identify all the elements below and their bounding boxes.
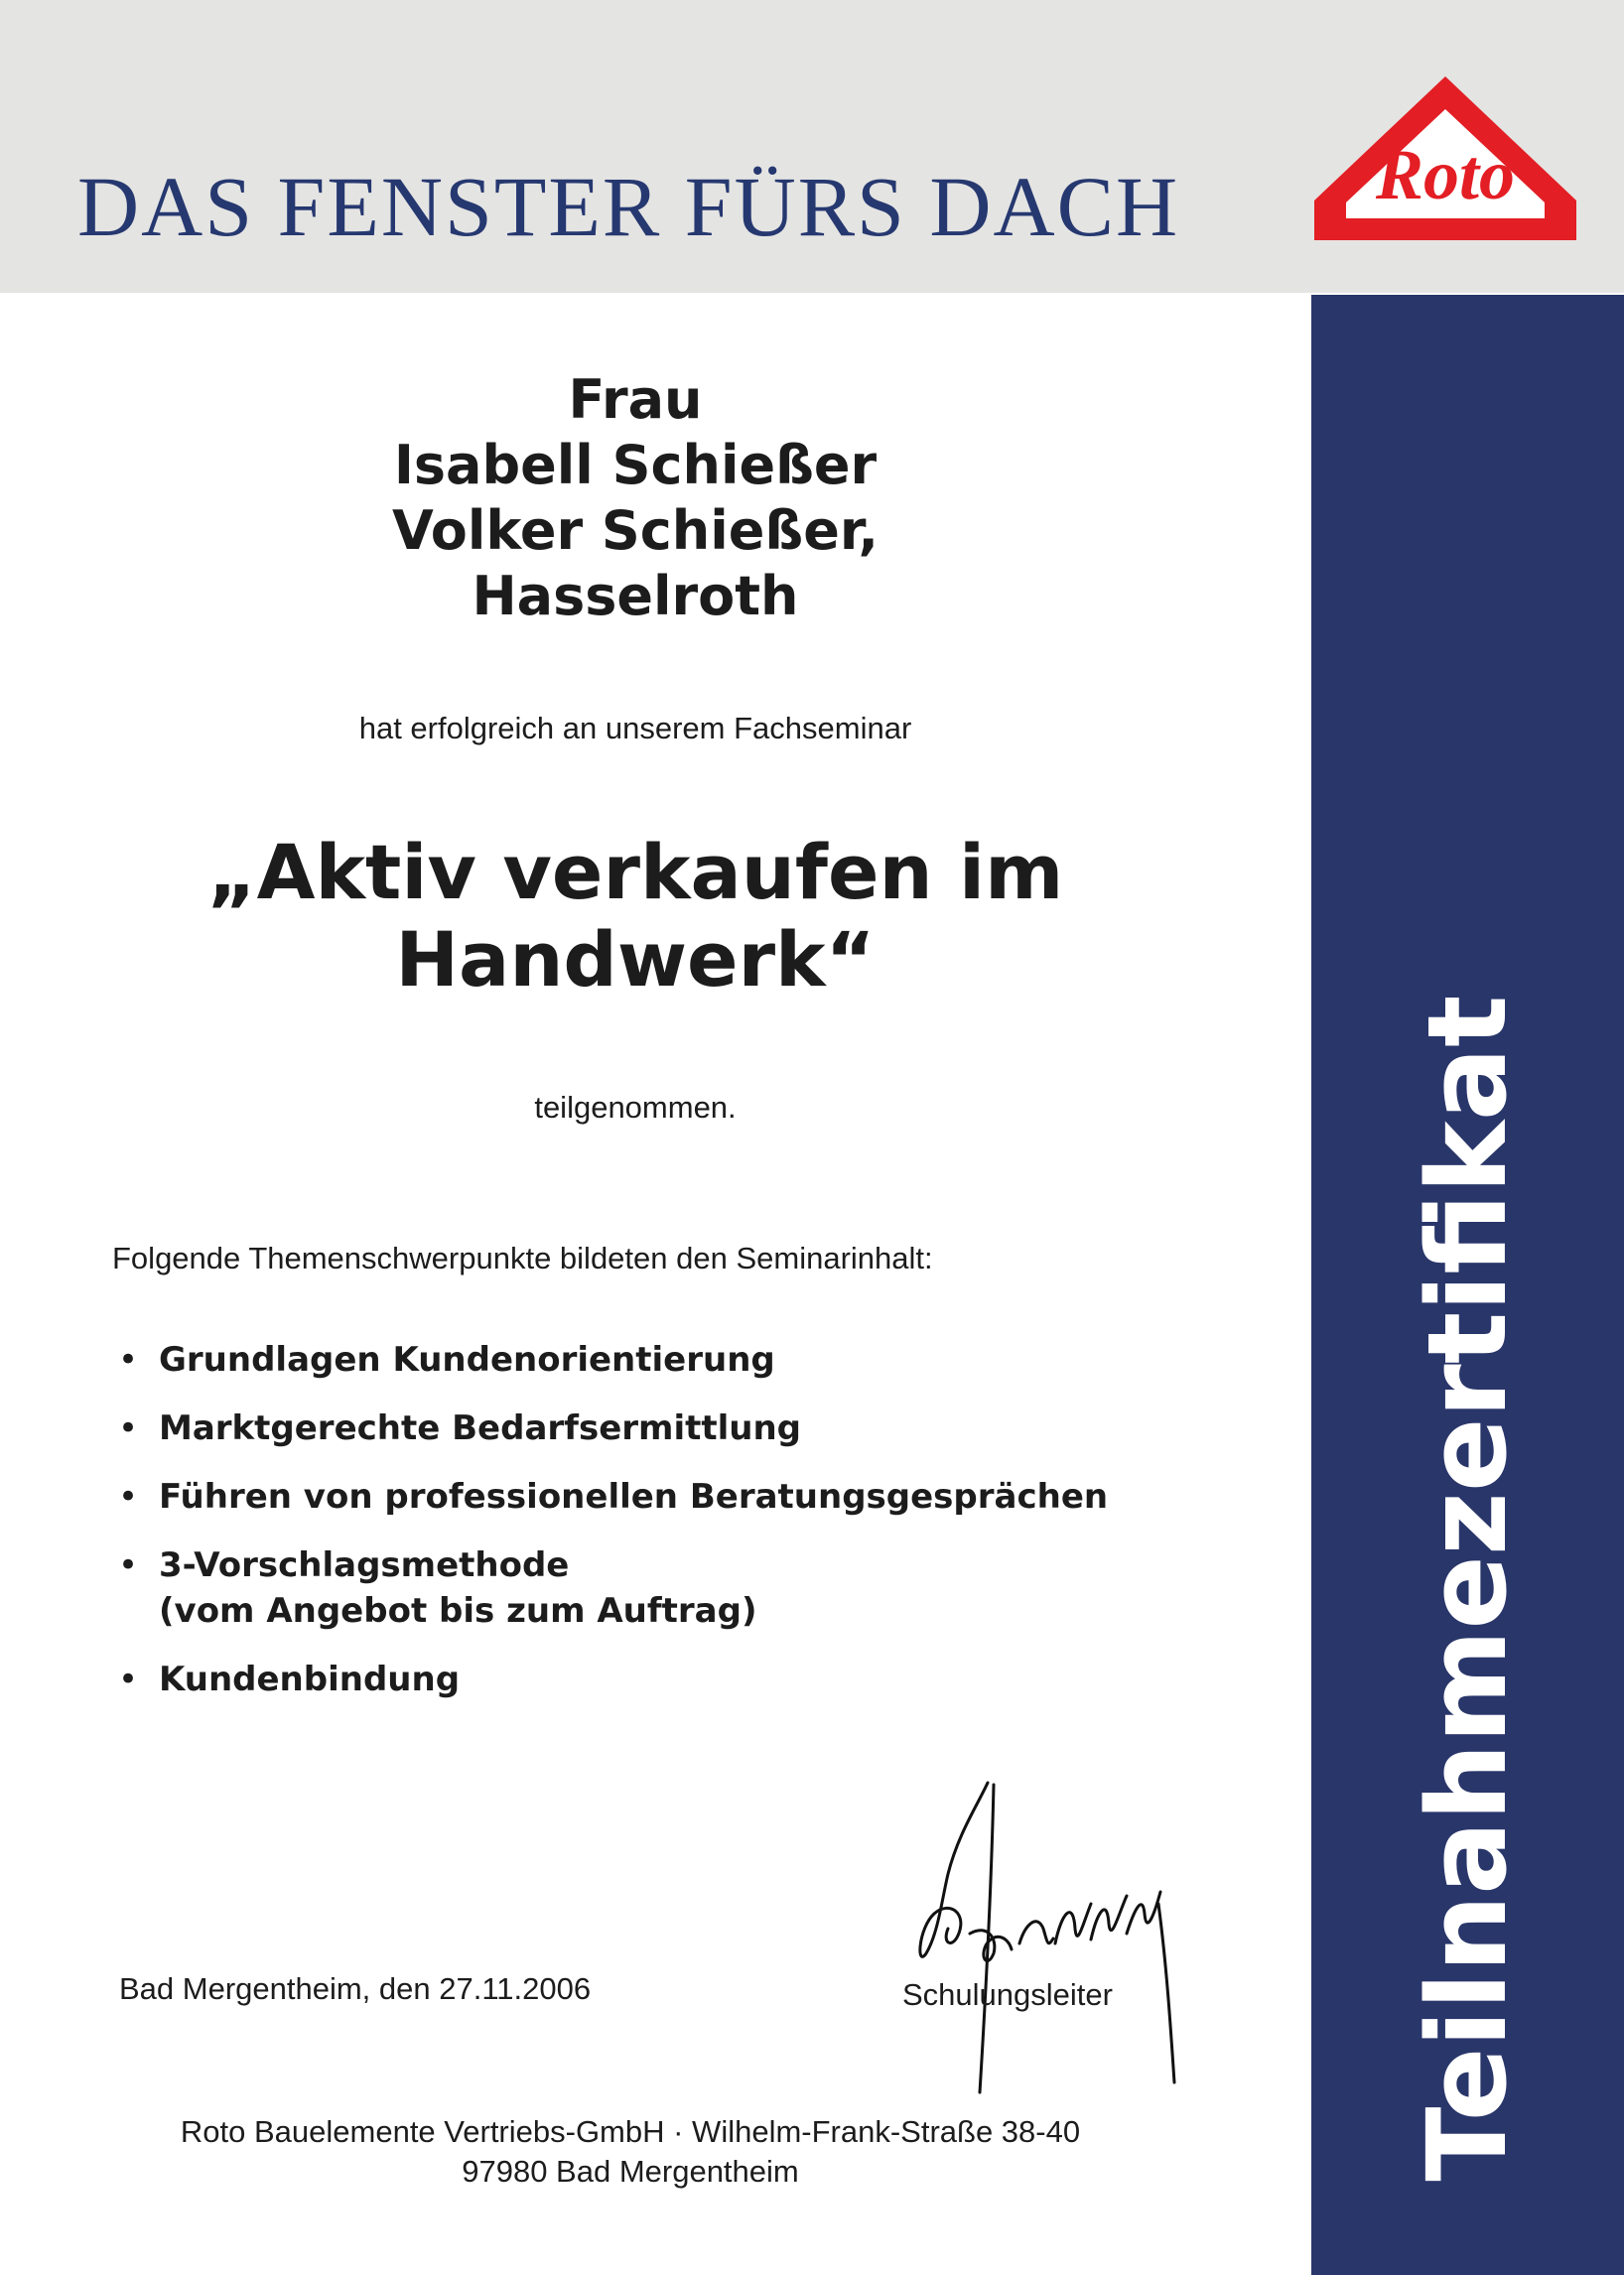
roto-logo	[1310, 71, 1580, 245]
recipient-name: Volker Schießer,	[391, 499, 880, 562]
participated-text: teilgenommen.	[534, 1090, 737, 1125]
topic-item	[112, 1542, 1254, 1634]
topics-list	[112, 1337, 1254, 1725]
seminar-title-line: Handwerk“	[395, 915, 876, 1004]
logo-text: Roto	[1375, 135, 1516, 214]
recipients-block	[233, 367, 1037, 629]
topic-label: Kundenbindung	[159, 1660, 461, 1699]
bullet-icon: •	[118, 1477, 139, 1517]
slogan: DAS FENSTER FÜRS DACH	[77, 159, 1180, 254]
topic-item	[112, 1657, 1254, 1702]
bullet-icon: •	[118, 1545, 139, 1585]
topics-heading: Folgende Themenschwerpunkte bildeten den Seminarinhalt:	[112, 1241, 933, 1275]
topic-label: Marktgerechte Bedarfsermittlung	[159, 1408, 802, 1448]
place-date: Bad Mergentheim, den 27.11.2006	[119, 1971, 592, 2006]
topic-item	[112, 1405, 1254, 1451]
signature	[898, 1765, 1176, 2114]
header-band	[0, 0, 1624, 293]
topic-label: 3-Vorschlagsmethode (vom Angebot bis zum Auftrag)	[159, 1545, 757, 1631]
recipient-location: Hasselroth	[472, 565, 799, 627]
topic-label: Führen von professionellen Beratungsgesprächen	[159, 1477, 1109, 1517]
bullet-icon: •	[118, 1660, 139, 1699]
recipient-name: Isabell Schießer	[393, 434, 878, 496]
intro-text: hat erfolgreich an unserem Fachseminar	[358, 711, 912, 745]
signatory-role: Schulungsleiter	[902, 1977, 1113, 2012]
topic-item	[112, 1337, 1254, 1383]
footer-address	[60, 2112, 1201, 2192]
topic-label: Grundlagen Kundenorientierung	[159, 1340, 775, 1380]
bullet-icon: •	[118, 1408, 139, 1448]
seminar-title-line: „Aktiv verkaufen im	[206, 828, 1064, 916]
topic-item	[112, 1474, 1254, 1520]
salutation: Frau	[568, 368, 703, 431]
bullet-icon: •	[118, 1340, 139, 1380]
seminar-title	[139, 829, 1132, 1004]
footer-line: Roto Bauelemente Vertriebs-GmbH · Wilhelm-Frank-Straße 38-40	[180, 2114, 1081, 2149]
footer-line: 97980 Bad Mergentheim	[462, 2154, 799, 2189]
